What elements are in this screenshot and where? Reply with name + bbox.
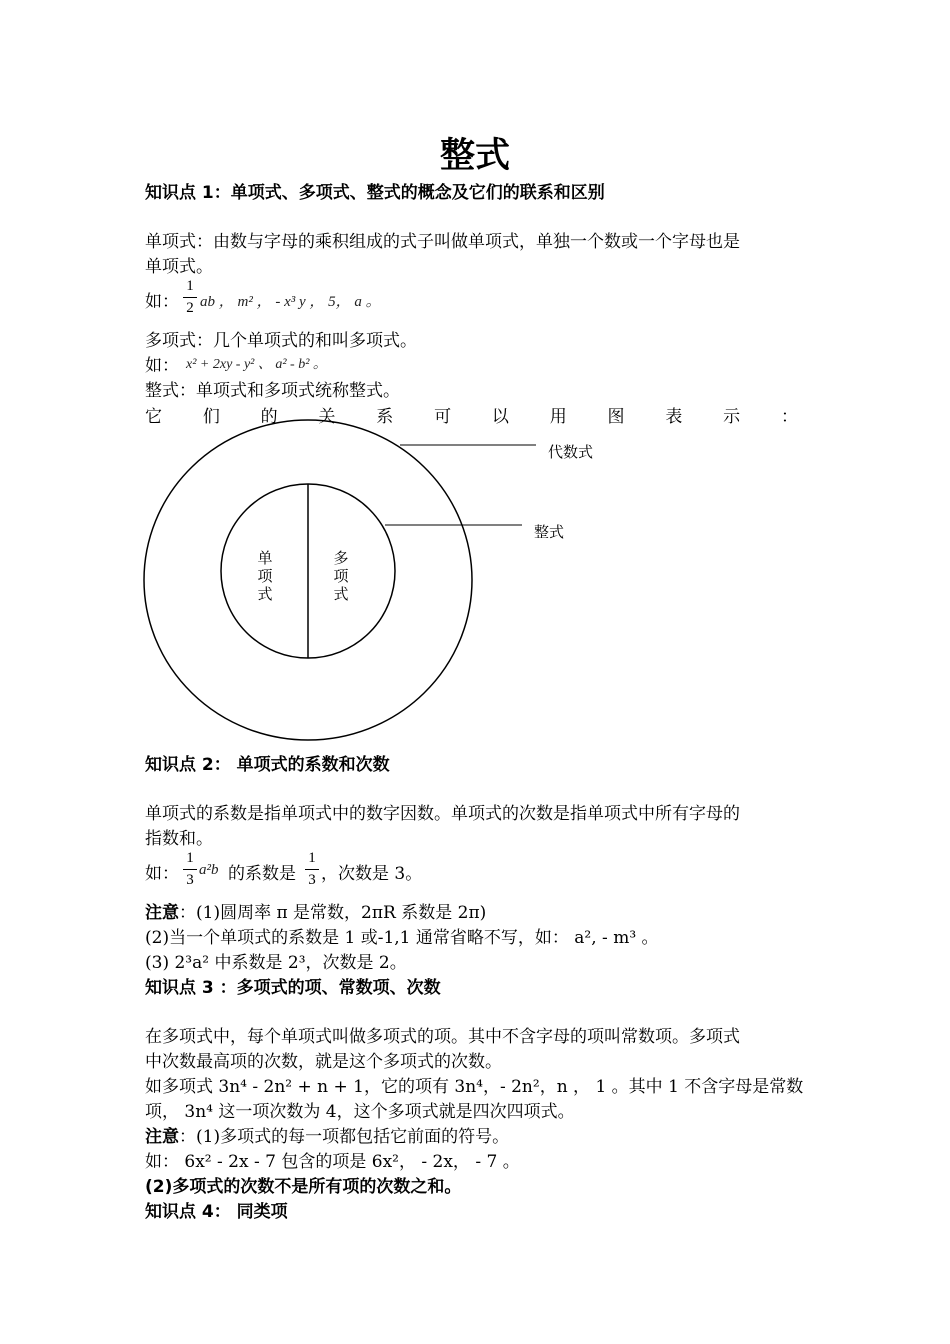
relationship-char: 表 [665,407,683,427]
fraction-numerator: 1 [186,850,194,866]
label-monomial-char: 单 [257,549,273,567]
polynomial-term-definition-line2: 中次数最高项的次数，就是这个多项式的次数。 [145,1052,502,1072]
section3-heading: 知识点 3 ：多项式的项、常数项、次数 [145,978,441,998]
relationship-char: 系 [376,407,394,427]
relationship-char: 可 [434,407,452,427]
coefficient-definition-line1: 单项式的系数是指单项式中的数字因数。单项式的次数是指单项式中所有字母的 [145,804,740,824]
label-polynomial-char: 多 [333,549,349,567]
fraction-numerator: 1 [308,850,316,866]
fraction-numerator: 1 [186,278,194,294]
page-title: 整式 [439,136,510,176]
polynomial-note1-line [145,1122,509,1147]
integral-expression-definition: 整式：单项式和多项式统称整式。 [145,381,400,401]
relationship-char: 它 [145,407,162,427]
polynomial-note2-line: 如： 6x² - 2x - 7 包含的项是 6x²， - 2x， - 7 。 [145,1152,520,1172]
fraction-bar [183,869,197,870]
example1-prefix: 如： [145,292,179,312]
section1-heading: 知识点 1：单项式、多项式、整式的概念及它们的联系和区别 [145,183,605,203]
label-algebraic-expression: 代数式 [548,443,594,461]
polynomial-term-definition-line1: 在多项式中，每个单项式叫做多项式的项。其中不含字母的项叫常数项。多项式 [145,1027,740,1047]
note-label: 注意 [145,903,179,923]
section4-heading: 知识点 4： 同类项 [145,1202,288,1222]
example-coefficient-value-fraction [305,850,319,889]
note2-line: (2)当一个单项式的系数是 1 或-1,1 通常省略不写，如： a², - m³ 。 [145,928,659,948]
label-monomial-char: 项 [257,567,273,585]
note3-line: (3) 2³a² 中系数是 2³，次数是 2。 [145,953,407,973]
relationship-char: 们 [202,407,220,427]
relationship-char: 的 [260,407,278,427]
relationship-char: ： [780,407,798,427]
relationship-char: 示 [723,407,741,427]
label-monomial-char: 式 [257,585,273,603]
polynomial-note1-text: ：(1)多项式的每一项都包括它前面的符号。 [179,1127,510,1147]
relationship-char: 图 [607,407,625,427]
fraction-bar [305,869,319,870]
fraction-denominator: 2 [186,300,194,316]
monomial-definition-line2: 单项式。 [145,257,213,277]
relationship-char: 以 [491,407,509,427]
example2-prefix: 如： [145,356,179,376]
example-coefficient-fraction [183,850,197,889]
example2-math: x² + 2xy - y² 、 a² - b² 。 [186,357,327,372]
polynomial-note3-line: (2)多项式的次数不是所有项的次数之和。 [145,1177,462,1197]
relationship-char: 用 [549,407,567,427]
polynomial-definition: 多项式：几个单项式的和叫多项式。 [145,331,417,351]
note1-text: ：(1)圆周率 π 是常数，2πR 系数是 2π) [179,903,487,923]
example-coefficient-prefix: 如： [145,864,179,884]
coefficient-definition-line2: 指数和。 [145,829,213,849]
example1-terms: ab ， m² ， - x³ y ， 5， a 。 [200,294,381,310]
note1-line [145,898,486,923]
label-polynomial-char: 式 [333,585,349,603]
relationship-char: 关 [318,407,336,427]
example-coefficient-term: a²b [199,862,219,878]
fraction-denominator: 3 [186,872,194,888]
example-coefficient-mid: 的系数是 [228,864,296,884]
monomial-definition-line1: 单项式：由数与字母的乘积组成的式子叫做单项式，单独一个数或一个字母也是 [145,232,740,252]
example-coefficient-end: ，次数是 3。 [321,864,423,884]
polynomial-example-line1: 如多项式 3n⁴ - 2n² + n + 1，它的项有 3n⁴，- 2n²，n ， 1 。其中 1 不含字母是常数 [145,1077,804,1097]
section2-heading: 知识点 2： 单项式的系数和次数 [145,755,390,775]
label-polynomial-char: 项 [333,567,349,585]
note-label: 注意 [145,1127,179,1147]
fraction-denominator: 3 [308,872,316,888]
polynomial-example-line2: 项， 3n⁴ 这一项次数为 4，这个多项式就是四次四项式。 [145,1102,575,1122]
label-integral-expression: 整式 [534,523,565,541]
